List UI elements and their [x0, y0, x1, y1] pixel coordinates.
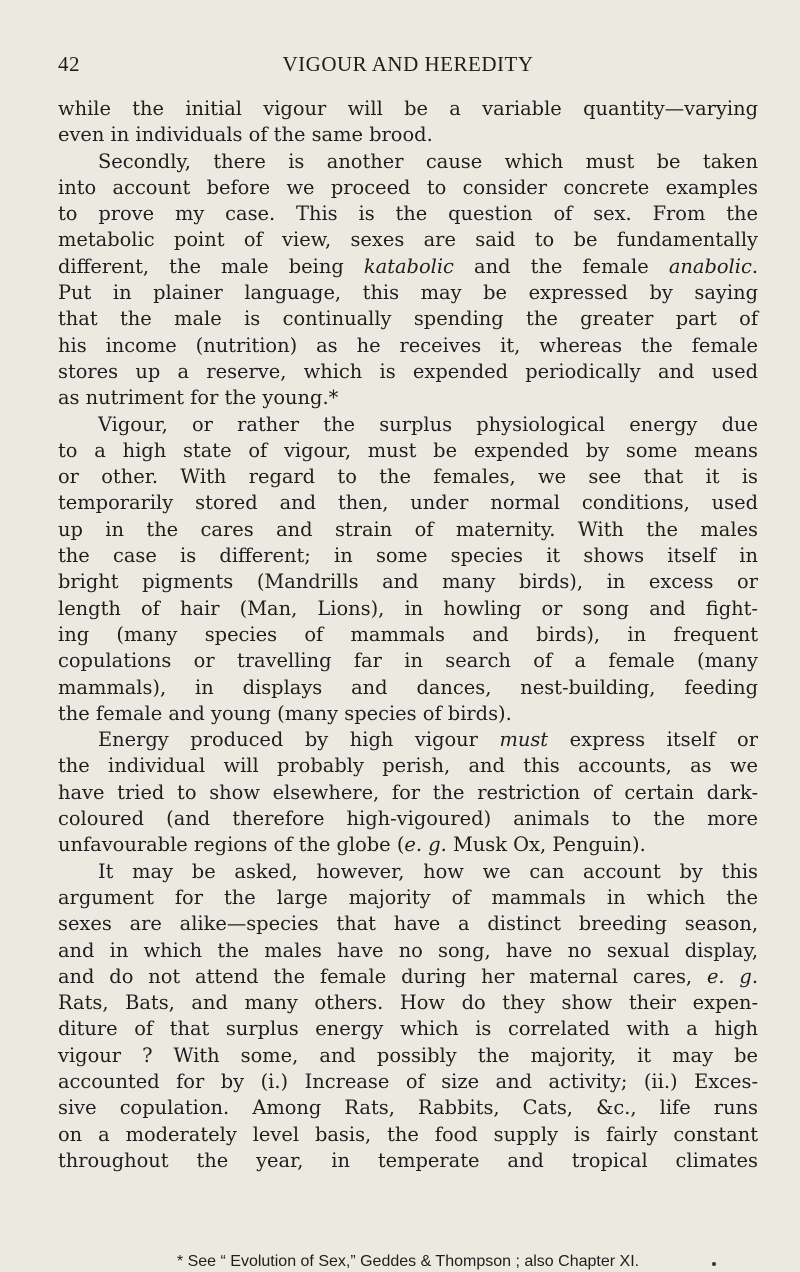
text-line: stores up a reserve, which is expended periodically and used — [58, 359, 758, 383]
text-line: up in the cares and strain of maternity. With the males — [58, 517, 758, 541]
text-line: coloured (and therefore high-vigoured) animals to the more — [58, 807, 758, 831]
text-line: on a moderately level basis, the food supply is fairly constant — [58, 1122, 758, 1146]
text-line: copulations or travelling far in search of a female (many — [58, 649, 758, 673]
text-line: the female and young (many species of birds). — [58, 701, 512, 725]
text-line: sive copulation. Among Rats, Rabbits, Cats, &c., life runs — [58, 1096, 758, 1120]
text-line: that the male is continually spending the greater part of — [58, 307, 758, 331]
footnote: * See “ Evolution of Sex,” Geddes & Thompson ; also Chapter XI. — [176, 1253, 640, 1270]
text-line: mammals), in displays and dances, nest-building, feeding — [58, 675, 758, 699]
text-line: to a high state of vigour, must be expended by some means — [58, 438, 758, 462]
text-line: Secondly, there is another cause which must be taken — [98, 149, 758, 173]
page-header — [58, 52, 758, 82]
text-line: unfavourable regions of the globe (e. g. Musk Ox, Penguin). — [58, 833, 646, 857]
text-line: the individual will probably perish, and this accounts, as we — [58, 754, 758, 778]
text-line: length of hair (Man, Lions), in howling or song and fight- — [58, 596, 758, 620]
text-line: temporarily stored and then, under normal conditions, used — [58, 491, 758, 515]
body-text — [58, 96, 758, 1174]
text-line: and in which the males have no song, have no sexual display, — [58, 938, 758, 962]
text-line: into account before we proceed to consider concrete examples — [58, 175, 758, 199]
text-line: accounted for by (i.) Increase of size and activity; (ii.) Exces- — [58, 1069, 758, 1093]
text-line: to prove my case. This is the question of sex. From the — [58, 202, 758, 226]
page-number: 42 — [58, 52, 80, 76]
text-line: as nutriment for the young.* — [58, 386, 339, 410]
text-line: or other. With regard to the females, we see that it is — [58, 465, 758, 489]
text-line: even in individuals of the same brood. — [58, 123, 433, 147]
text-line: It may be asked, however, how we can account by this — [98, 859, 758, 883]
text-line: vigour ? With some, and possibly the majority, it may be — [58, 1043, 758, 1067]
text-line: ing (many species of mammals and birds), in frequent — [58, 622, 758, 646]
text-line: his income (nutrition) as he receives it, whereas the female — [58, 333, 758, 357]
text-line: bright pigments (Mandrills and many birds), in excess or — [58, 570, 758, 594]
text-line: throughout the year, in temperate and tropical climates — [58, 1148, 758, 1172]
text-line: the case is different; in some species it shows itself in — [58, 544, 758, 568]
text-line: Put in plainer language, this may be expressed by saying — [58, 281, 758, 305]
text-line: diture of that surplus energy which is correlated with a high — [58, 1017, 758, 1041]
text-line: different, the male being katabolic and the female anabolic. — [58, 254, 758, 278]
ink-speck — [712, 1262, 716, 1266]
running-head: VIGOUR AND HEREDITY — [282, 52, 534, 76]
text-line: metabolic point of view, sexes are said to be fundamentally — [58, 228, 758, 252]
text-line: Rats, Bats, and many others. How do they show their expen- — [58, 991, 758, 1015]
text-line: argument for the large majority of mammals in which the — [58, 885, 758, 909]
text-line: while the initial vigour will be a variable quantity—varying — [58, 97, 758, 120]
text-line: sexes are alike—species that have a distinct breeding season, — [58, 912, 758, 936]
text-line: Vigour, or rather the surplus physiological energy due — [98, 412, 758, 436]
text-line: and do not attend the female during her maternal cares, e. g. — [58, 964, 758, 988]
text-line: have tried to show elsewhere, for the restriction of certain dark- — [58, 780, 758, 804]
text-line: Energy produced by high vigour must express itself or — [98, 728, 758, 752]
